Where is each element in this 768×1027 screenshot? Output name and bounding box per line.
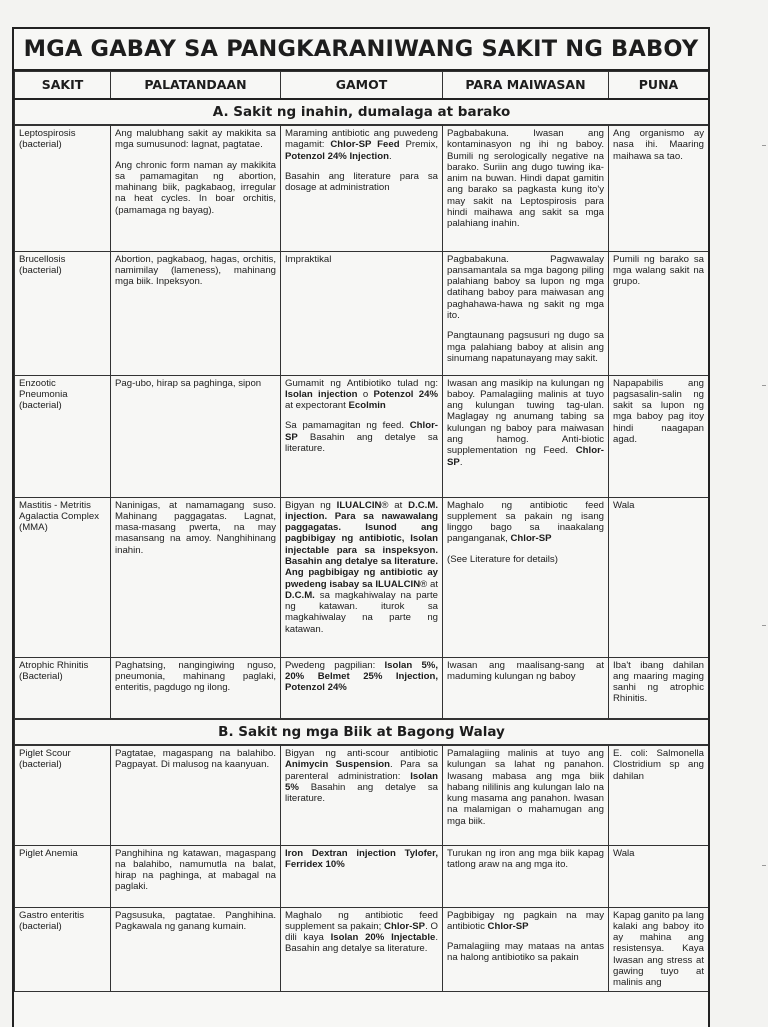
cell-paragraph: Iron Dextran injection Tylofer, Ferridex 10% — [285, 847, 438, 870]
cell-puna — [609, 375, 709, 497]
document-page — [12, 27, 710, 1027]
scan-mark — [762, 625, 766, 626]
disease-table — [14, 71, 709, 992]
cell-paragraph: Abortion, pagkabaog, hagas, orchitis, namimilay (lameness), mahinang mga biik. Inpeksyon. — [115, 253, 276, 288]
cell-sakit — [15, 497, 111, 657]
section-title: B. Sakit ng mga Biik at Bagong Walay — [15, 719, 709, 745]
cell-sakit — [15, 907, 111, 991]
cell-puna — [609, 125, 709, 251]
cell-puna — [609, 657, 709, 719]
cell-puna — [609, 497, 709, 657]
cell-paragraph: Pwedeng pagpilian: Isolan 5%, 20% Belmet 25% Injection, Potenzol 24% — [285, 659, 438, 694]
cell-gamot — [281, 657, 443, 719]
table-row — [15, 375, 709, 497]
cell-gamot — [281, 845, 443, 907]
cell-para-maiwasan — [443, 497, 609, 657]
cell-text: Atrophic Rhinitis (Bacterial) — [19, 659, 89, 682]
cell-sakit — [15, 745, 111, 845]
cell-puna — [609, 845, 709, 907]
cell-palatandaan — [111, 845, 281, 907]
cell-palatandaan — [111, 745, 281, 845]
cell-para-maiwasan — [443, 907, 609, 991]
scan-mark — [762, 865, 766, 866]
cell-text: Gastro enteritis (bacterial) — [19, 909, 85, 932]
cell-text: Ang organismo ay nasa ihi. Maaring maihawa sa tao. — [613, 128, 704, 162]
cell-para-maiwasan — [443, 657, 609, 719]
cell-paragraph: Sa pamamagitan ng feed. Chlor-SP Basahin ang detalye sa literature. — [285, 420, 438, 454]
table-row — [15, 251, 709, 375]
cell-puna — [609, 907, 709, 991]
section-row — [15, 719, 709, 745]
section-row — [15, 99, 709, 125]
cell-paragraph: Iwasan ang maalisang-sang at maduming kulungan ng baboy — [447, 659, 604, 682]
cell-gamot — [281, 375, 443, 497]
cell-text: Piglet Scour (bacterial) — [19, 748, 71, 771]
cell-paragraph: Pangtaunang pagsusuri ng dugo sa mga palahiang baboy at alisin ang sinumang napatunayang may sakit. — [447, 330, 604, 364]
cell-paragraph: Pagbibigay ng pagkain na may antibiotic Chlor-SP — [447, 909, 604, 932]
cell-para-maiwasan — [443, 745, 609, 845]
cell-paragraph: Maghalo ng antibiotic feed supplement sa pakain ng isang linggo bago sa inaakalang panganganak, Chlor-SP — [447, 499, 604, 545]
cell-para-maiwasan — [443, 251, 609, 375]
cell-palatandaan — [111, 657, 281, 719]
cell-text: Iba't ibang dahilan ang maaring maging sanhi ng atrophic Rhinitis. — [613, 659, 704, 705]
cell-text: Enzootic Pneumonia (bacterial) — [19, 377, 68, 412]
cell-paragraph: Pamalagiing malinis at tuyo ang kulungan sa lahat ng panahon. Iwasang mabasa ang mga biik habang nililinis ang kulungan lalo na kung masama ang panahon. Iwasan na malamigan o mahamugan ang mga biik. — [447, 748, 604, 827]
header-para-maiwasan: PARA MAIWASAN — [443, 72, 609, 100]
cell-text: Leptospirosis (bacterial) — [19, 128, 76, 151]
cell-sakit — [15, 125, 111, 251]
cell-palatandaan — [111, 907, 281, 991]
cell-sakit — [15, 251, 111, 375]
cell-palatandaan — [111, 497, 281, 657]
cell-paragraph: Panghihina ng katawan, magaspang na balahibo, namumutla na balat, hirap na paghinga, at mabagal na paglaki. — [115, 847, 276, 893]
table-row — [15, 907, 709, 991]
cell-text: Napapabilis ang pagsasalin-salin ng sakit sa lupon ng mga baboy pag itoy hindi naagapan agad. — [613, 377, 704, 445]
table-row — [15, 657, 709, 719]
cell-paragraph: Pagtatae, magaspang na balahibo. Pagpayat. Di malusog na kaanyuan. — [115, 748, 276, 771]
cell-text: Wala — [613, 847, 635, 859]
cell-paragraph: Paghatsing, nangingiwing nguso, pneumonia, mahinang paglaki, enteritis, pagdugo ng ilong. — [115, 659, 276, 694]
cell-paragraph: Pamalagiing may mataas na antas na halong antibiotiko sa pakain — [447, 941, 604, 964]
cell-text: Wala — [613, 499, 635, 511]
table-row — [15, 125, 709, 251]
cell-puna — [609, 745, 709, 845]
cell-gamot — [281, 745, 443, 845]
cell-para-maiwasan — [443, 845, 609, 907]
cell-gamot — [281, 125, 443, 251]
cell-paragraph: (See Literature for details) — [447, 553, 558, 565]
document-title: MGA GABAY SA PANGKARANIWANG SAKIT NG BABOY — [14, 29, 708, 71]
header-sakit: SAKIT — [15, 72, 111, 100]
header-puna: PUNA — [609, 72, 709, 100]
cell-paragraph: Bigyan ng ILUALCIN® at D.C.M. injection. Para sa nawawalang paggagatas. Isunod ang pagbibigay ng antibiotic, Isolan injectable para sa inspeksyon. Basahin ang detalye sa literature. Ang pagbibigay ng antibiotic ay pwedeng isabay sa ILUALCIN® at D.C.M. sa magkahiwalay na parte ng katawan. iturok sa magkahiwalay na parte ng katawan. — [285, 499, 438, 635]
cell-para-maiwasan — [443, 125, 609, 251]
cell-paragraph: Impraktikal — [285, 253, 332, 265]
header-gamot: GAMOT — [281, 72, 443, 100]
header-row — [15, 72, 709, 100]
cell-gamot — [281, 497, 443, 657]
cell-palatandaan — [111, 251, 281, 375]
cell-palatandaan — [111, 125, 281, 251]
cell-gamot — [281, 907, 443, 991]
cell-paragraph: Gumamit ng Antibiotiko tulad ng: Isolan injection o Potenzol 24% at expectorant Ecolmin — [285, 377, 438, 412]
cell-paragraph: Iwasan ang masikip na kulungan ng baboy. Pamalagiing malinis at tuyo ang kulungan tuwing tag-ulan. Maglagay ng anumang tabing sa kulungan ng baboy para maiwasan ang hamog. Anti-biotic supplementation ng Feed. Chlor-SP. — [447, 377, 604, 468]
scan-mark — [762, 385, 766, 386]
cell-paragraph: Pagsusuka, pagtatae. Panghihina. Pagkawala ng ganang kumain. — [115, 909, 276, 932]
cell-paragraph: Turukan ng iron ang mga biik kapag tatlong araw na ang mga ito. — [447, 847, 604, 870]
cell-paragraph: Naninigas, at namamagang suso. Mahinang paggagatas. Lagnat, masa-masang pwerta, na may masansang na amoy. Nanghihinang inahin. — [115, 499, 276, 556]
table-row — [15, 745, 709, 845]
cell-paragraph: Pagbabakuna. Iwasan ang kontaminasyon ng ihi ng baboy. Bumili ng serologically negative na barako. Suriin ang dugo tuwing ika-anim na buwan. Hindi dapat gamitin ang barako sa pagkasta kung ito'y may sakit na Leptospirosis para hindi maihawa ang sakit sa mga palahiang inahin. — [447, 128, 604, 230]
cell-text: Mastitis - Metritis Agalactia Complex (MMA) — [19, 499, 99, 534]
cell-sakit — [15, 845, 111, 907]
cell-text: Piglet Anemia — [19, 847, 78, 859]
table-row — [15, 845, 709, 907]
header-palatandaan: PALATANDAAN — [111, 72, 281, 100]
cell-paragraph: Pag-ubo, hirap sa paghinga, sipon — [115, 377, 262, 389]
cell-paragraph: Maraming antibiotic ang puwedeng magamit: Chlor-SP Feed Premix, Potenzol 24% Injection. — [285, 128, 438, 162]
cell-text: Kapag ganito pa lang kalaki ang baboy ito ay mahina ang resistensya. Kaya Iwasan ang stress at gawing tuyo at malinis ang — [613, 909, 704, 989]
cell-paragraph: Basahin ang literature para sa dosage at administration — [285, 170, 438, 194]
cell-sakit — [15, 657, 111, 719]
cell-sakit — [15, 375, 111, 497]
table-row — [15, 497, 709, 657]
cell-paragraph: Ang malubhang sakit ay makikita sa mga sumusunod: lagnat, pagtatae. — [115, 128, 276, 151]
cell-paragraph: Pagbabakuna. Pagwawalay pansamantala sa mga bagong piling palahiang baboy sa lupon ng mga datihang baboy para maiwasan ang paghahawa-hawa ng sakit ng mga ito. — [447, 253, 604, 321]
cell-palatandaan — [111, 375, 281, 497]
cell-paragraph: Bigyan ng anti-scour antibiotic Animycin Suspension. Para sa parenteral administration: Isolan 5% Basahin ang detalye sa literature. — [285, 748, 438, 805]
cell-puna — [609, 251, 709, 375]
section-title: A. Sakit ng inahin, dumalaga at barako — [15, 99, 709, 125]
cell-para-maiwasan — [443, 375, 609, 497]
cell-paragraph: Ang chronic form naman ay makikita sa pamamagitan ng abortion, mahinang biik, pagkabaog, irregular na heat cycles. In boar orchitis, (pamamaga ng bayag). — [115, 159, 276, 216]
cell-text: E. coli: Salmonella Clostridium sp ang dahilan — [613, 748, 704, 782]
cell-text: Pumili ng barako sa mga walang sakit na grupo. — [613, 253, 704, 288]
cell-text: Brucellosis (bacterial) — [19, 253, 66, 276]
cell-gamot — [281, 251, 443, 375]
scan-mark — [762, 145, 766, 146]
cell-paragraph: Maghalo ng antibiotic feed supplement sa pakain; Chlor-SP. O dili kaya Isolan 20% Injectable. Basahin ang detalye sa literature. — [285, 909, 439, 955]
